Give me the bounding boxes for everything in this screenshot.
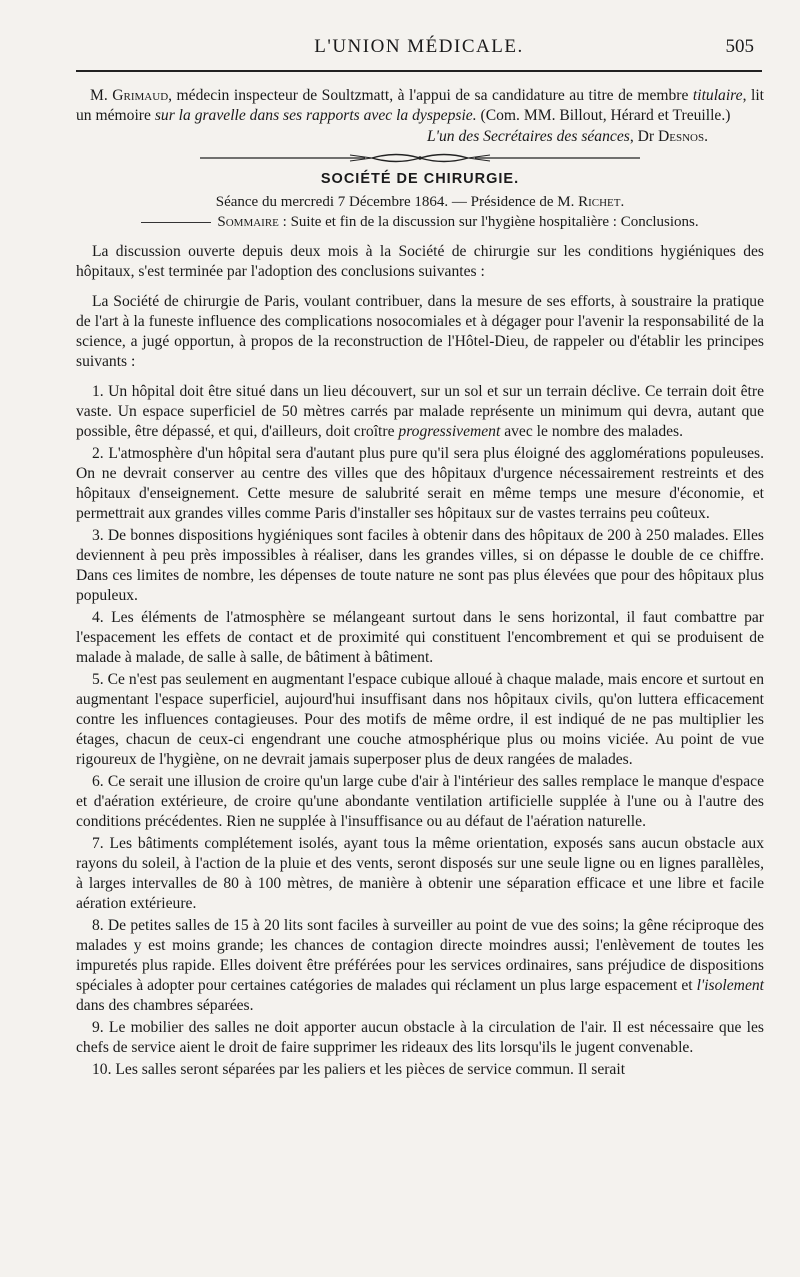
section-title: SOCIÉTÉ DE CHIRURGIE. bbox=[320, 171, 520, 187]
article-9: 9. Le mobilier des salles ne doit apporter aucun obstacle à la circulation de l'air. Il est nécessaire que les chefs de service aient le droit de faire supprimer les rideaux des lits lorsqu'ils le jugent convenable. bbox=[76, 1019, 764, 1056]
secretary-signature: L'un des Secrétaires des séances, Dr Desnos. bbox=[426, 128, 708, 145]
article-2: 2. L'atmosphère d'un hôpital sera d'autant plus pure qu'il sera plus éloigné des agglomérations populeuses. On ne devrait conserver au centre des villes que des hôpitaux d'urgence nécessairement restreints et des hôpitaux d'enseignement. Cette mesure de salubrité serait en même temps une mesure d'économie, et permettrait aux grandes villes comme Paris d'installer ses hôpitaux sur de vastes terrains peu coûteux. bbox=[76, 445, 764, 522]
previous-section-end: M. Grimaud, médecin inspecteur de Soultzmatt, à l'appui de sa candidature au titre de membre titulaire, lit un mémoire sur la gravelle dans ses rapports avec la dyspepsie. (Com. MM. Billout, Hérard et Treuille.) bbox=[76, 87, 764, 124]
article-4: 4. Les éléments de l'atmosphère se mélangeant surtout dans le sens horizontal, il faut combattre par l'espacement les effets de contact et de proximité qui constituent l'encombrement et qui se produisent de malade à malade, de salle à salle, de bâtiment à bâtiment. bbox=[76, 609, 764, 666]
page-body bbox=[76, 86, 764, 1080]
article-6: 6. Ce serait une illusion de croire qu'un large cube d'air à l'intérieur des salles remplace le manque d'espace et d'aération extérieure, de croire qu'une abondante ventilation artificielle supplée à l'une ou à l'autre des conditions précédentes. Rien ne supplée à l'insuffisance ou au défaut de l'aération naturelle. bbox=[76, 773, 764, 830]
page-header bbox=[76, 36, 762, 70]
memoir-title: sur la gravelle dans ses rapports avec la dyspepsie. bbox=[154, 107, 477, 124]
summary-label: Sommaire : bbox=[217, 214, 287, 230]
article-3: 3. De bonnes dispositions hygiéniques sont faciles à obtenir dans des hôpitaux de 200 à 250 malades. Elles deviennent à peu près impossibles à réaliser, dans les grandes villes, si on dépasse le double de ce chiffre. Dans ces limites de nombre, les dépenses de toute nature ne sont pas plus élevées que pour des hôpitaux plus populeux. bbox=[76, 527, 764, 604]
journal-title: L'UNION MÉDICALE. bbox=[314, 36, 524, 57]
session-line: Séance du mercredi 7 Décembre 1864. — Présidence de M. Richet. bbox=[215, 194, 625, 210]
ornamental-divider-icon bbox=[200, 151, 640, 165]
article-10: 10. Les salles seront séparées par les paliers et les pièces de service commun. Il serait bbox=[92, 1061, 626, 1078]
titulaire-emphasis: titulaire bbox=[692, 87, 743, 104]
president-name: Richet. bbox=[578, 194, 625, 210]
header-rule bbox=[76, 70, 762, 72]
preamble-paragraph: La Société de chirurgie de Paris, voulant contribuer, dans la mesure de ses efforts, à soustraire la pratique de l'art à la funeste influence des complications nosocomiales et à dégager pour l'avenir la responsabilité de la science, a jugé opportun, à propos de la reconstruction de l'Hôtel-Dieu, de rappeler ou d'établir les principes suivants : bbox=[76, 293, 764, 370]
member-name: M. Grimaud bbox=[90, 87, 169, 104]
article-1: 1. Un hôpital doit être situé dans un lieu découvert, sur un sol et sur un terrain déclive. Ce terrain doit être vaste. Un espace superficiel de 50 mètres carrés par malade représente un minimum qui devra, autant que possible, être dépassé, et qui, d'ailleurs, doit croître progressivement avec le nombre des malades. bbox=[76, 383, 764, 440]
page-number: 505 bbox=[725, 36, 754, 57]
summary-rule bbox=[141, 222, 211, 223]
intro-paragraph: La discussion ouverte depuis deux mois à la Société de chirurgie sur les conditions hygiéniques des hôpitaux, s'est terminée par l'adoption des conclusions suivantes : bbox=[76, 243, 764, 280]
article-5: 5. Ce n'est pas seulement en augmentant l'espace cubique alloué à chaque malade, mais encore et surtout en augmentant l'espace superficiel, aujourd'hui insuffisant dans nos hôpitaux civils, qu'on luttera efficacement contre les influences contagieuses. Pour des motifs de même ordre, il est indiqué de ne pas multiplier les étages, chacun de ceux-ci engendrant une couche atmosphérique plus ou moins viciée. Au point de vue rigoureux de l'hygiène, on ne devrait jamais superposer plus de deux rangées de malades. bbox=[76, 671, 764, 768]
article-8: 8. De petites salles de 15 à 20 lits sont faciles à surveiller au point de vue des soins; la gêne réciproque des malades y est moins grande; les chances de contagion directe moindres aussi; l'enlèvement de toutes les impuretés plus rapide. Elles doivent être préférées pour les services ordinaires, sans préjudice de dispositions spéciales à adopter pour certaines catégories de malades qui réclament un plus large espacement et l'isolement dans des chambres séparées. bbox=[76, 917, 764, 1014]
summary-line: Sommaire : Suite et fin de la discussion sur l'hygiène hospitalière : Conclusions. bbox=[76, 212, 764, 232]
article-7: 7. Les bâtiments complétement isolés, ayant tous la même orientation, exposés sans aucun obstacle aux rayons du soleil, à l'action de la pluie et des vents, seront disposés sur une seule ligne ou en lignes parallèles, à larges intervalles de 80 à 100 mètres, de manière à obtenir une séparation efficace et une libre et facile aération extérieure. bbox=[76, 835, 764, 912]
